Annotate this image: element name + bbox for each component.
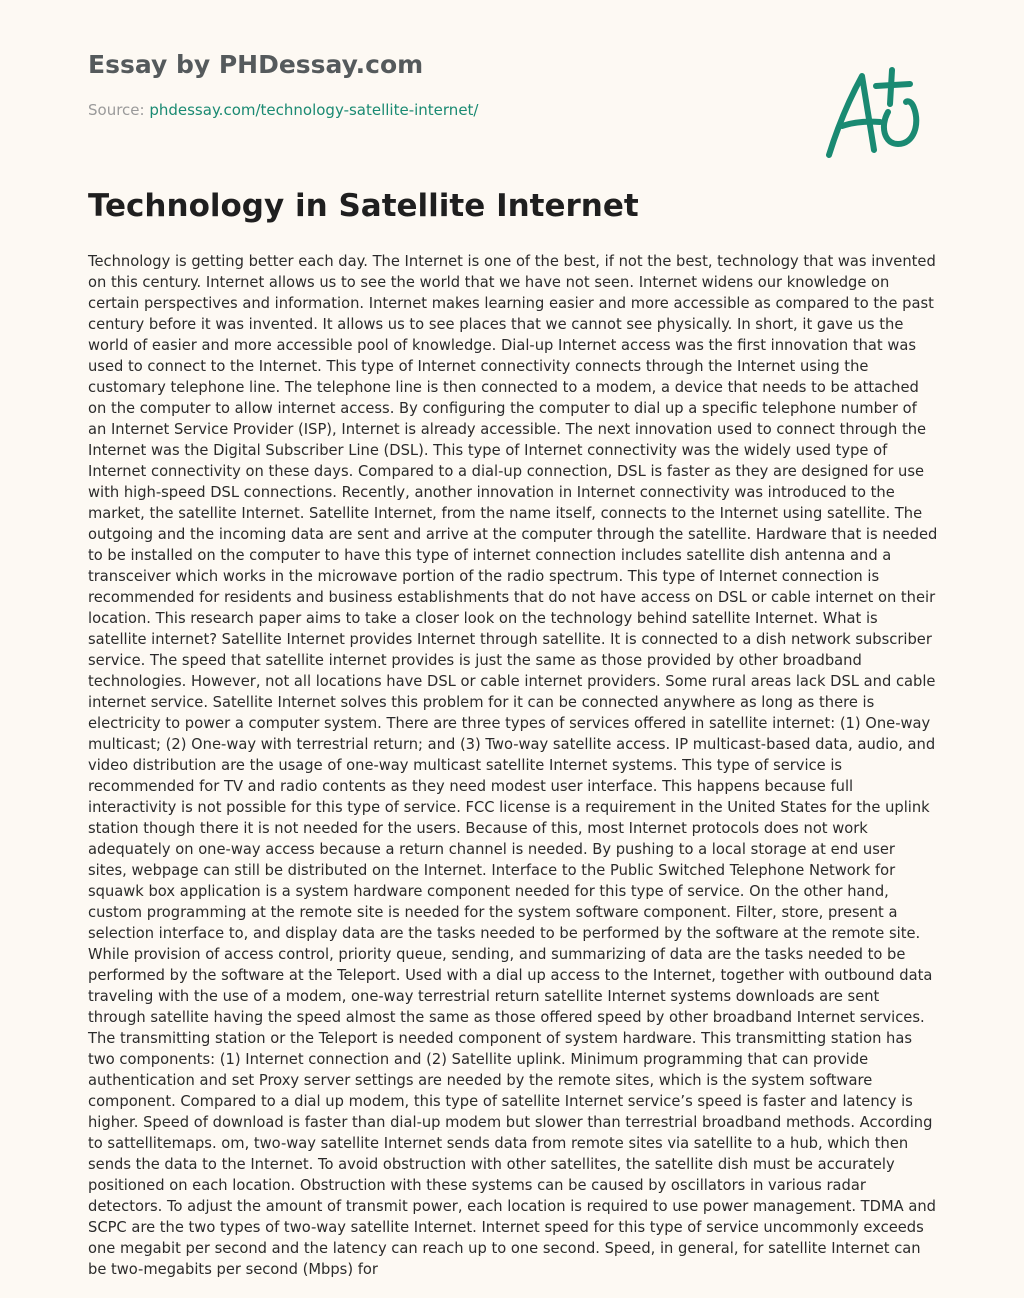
- essay-body: Technology is getting better each day. The Internet is one of the best, if not the best, technology that was invented on this century. Internet allows us to see the world that we have not seen. Internet widens our knowledge on certain perspectives and information. Internet makes learning easier and more accessible as compared to the past century before it was invented. It allows us to see places that we cannot see physically. In short, it gave us the world of easier and more accessible pool of knowledge. Dial-up Internet access was the first innovation that was used to connect to the Internet. This type of Internet connectivity connects through the Internet using the customary telephone line. The telephone line is then connected to a modem, a device that needs to be attached on the computer to allow internet access. By configuring the computer to dial up a specific telephone number of an Internet Service Provider (ISP), Internet is already accessible. The next innovation used to connect through the Internet was the Digital Subscriber Line (DSL). This type of Internet connectivity was the widely used type of Internet connectivity on these days. Compared to a dial-up connection, DSL is faster as they are designed for use with high-speed DSL connections. Recently, another innovation in Internet connectivity was introduced to the market, the satellite Internet. Satellite Internet, from the name itself, connects to the Internet using satellite. The outgoing and the incoming data are sent and arrive at the computer through the satellite. Hardware that is needed to be installed on the computer to have this type of internet connection includes satellite dish antenna and a transceiver which works in the microwave portion of the radio spectrum. This type of Internet connection is recommended for residents and business establishments that do not have access on DSL or cable internet on their location. This research paper aims to take a closer look on the technology behind satellite Internet. What is satellite internet? Satellite Internet provides Internet through satellite. It is connected to a dish network subscriber service. The speed that satellite internet provides is just the same as those provided by other broadband technologies. However, not all locations have DSL or cable internet providers. Some rural areas lack DSL and cable internet service. Satellite Internet solves this problem for it can be connected anywhere as long as there is electricity to power a computer system. There are three types of services offered in satellite internet: (1) One-way multicast; (2) One-way with terrestrial return; and (3) Two-way satellite access. IP multicast-based data, audio, and video distribution are the usage of one-way multicast satellite Internet systems. This type of service is recommended for TV and radio contents as they need modest user interface. This happens because full interactivity is not possible for this type of service. FCC license is a requirement in the United States for the uplink station though there it is not needed for the users. Because of this, most Internet protocols does not work adequately on one-way access because a return channel is needed. By pushing to a local storage at end user sites, webpage can still be distributed on the Internet. Interface to the Public Switched Telephone Network for squawk box application is a system hardware component needed for this type of service. On the other hand, custom programming at the remote site is needed for the system software component. Filter, store, present a selection interface to, and display data are the tasks needed to be performed by the software at the remote site. While provision of access control, priority queue, sending, and summarizing of data are the tasks needed to be performed by the software at the Teleport. Used with a dial up access to the Internet, together with outbound data traveling with the use of a modem, one-way terrestrial return satellite Internet systems downloads are sent through satellite having the speed almost the same as those offered speed by other broadband Internet services. The transmitting station or the Teleport is needed component of system hardware. This transmitting station has two components: (1) Internet connection and (2) Satellite uplink. Minimum programming that can provide authentication and set Proxy server settings are needed by the remote sites, which is the system software component. Compared to a dial up modem, this type of satellite Internet service’s speed is faster and latency is higher. Speed of download is faster than dial-up modem but slower than terrestrial broadband methods. According to sattellitemaps. om, two-way satellite Internet sends data from remote sites via satellite to a hub, which then sends the data to the Internet. To avoid obstruction with other satellites, the satellite dish must be accurately positioned on each location. Obstruction with these systems can be caused by oscillators in various radar detectors. To adjust the amount of transmit power, each location is required to use power management. TDMA and SCPC are the two types of two-way satellite Internet. Internet speed for this type of service uncommonly exceeds one megabit per second and the latency can reach up to one second. Speed, in general, for satellite Internet can be two-megabits per second (Mbps) for: [88, 253, 938, 1278]
- source-link[interactable]: phdessay.com/technology-satellite-internet/: [149, 101, 479, 119]
- source-line: [88, 101, 478, 119]
- site-title: Essay by PHDessay.com: [88, 50, 424, 79]
- essay-title: Technology in Satellite Internet: [88, 188, 639, 224]
- a-plus-logo-icon: [820, 64, 930, 164]
- source-label: Source:: [88, 101, 150, 119]
